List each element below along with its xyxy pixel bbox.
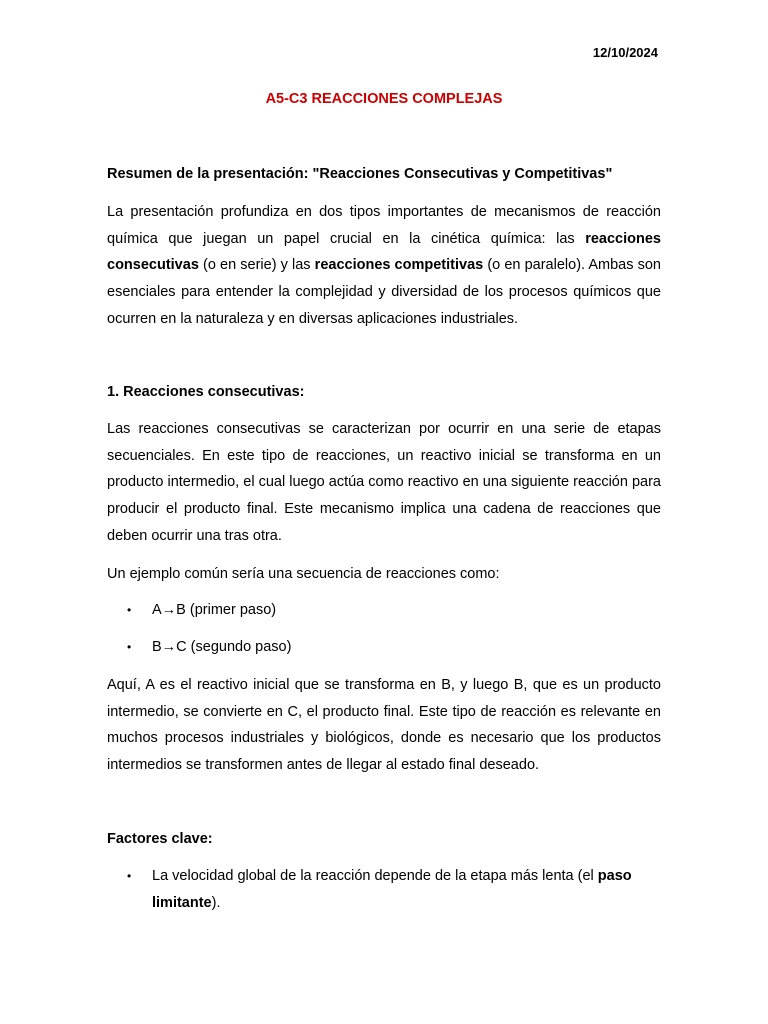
section1-heading: 1. Reacciones consecutivas: (107, 384, 305, 400)
bullet-icon: • (127, 869, 132, 883)
summary-section (107, 161, 661, 188)
document-date: 12/10/2024 (592, 45, 658, 60)
example-intro-block (107, 561, 661, 588)
intro-text-3: (o en paralelo). Ambas son esenciales para entender la complejidad y diversidad de los procesos químicos que ocurren en la naturaleza y en diversas aplicaciones industriales. (107, 257, 661, 327)
factor-item-1 (107, 863, 661, 916)
intro-text-1: La presentación profundiza en dos tipos importantes de mecanismos de reacción química que juegan un papel crucial en la cinética química: las (107, 204, 661, 247)
list-item (107, 634, 661, 661)
intro-bold-competitive: reacciones competitivas (314, 257, 484, 274)
section1-paragraph1-block (107, 416, 661, 550)
factor-text-2: ). (211, 894, 221, 911)
section1-paragraph1: Las reacciones consecutivas se caracterizan por ocurrir en una serie de etapas secuenciales. En este tipo de reacciones, un reactivo inicial se transforma en un producto intermedio, el cual luego actúa como reactivo en una siguiente reacción para producir el producto final. Este mecanismo implica una cadena de reacciones que deben ocurrir una tras otra. (107, 421, 661, 544)
reaction-step-1 (107, 597, 661, 624)
intro-text-2: (o en serie) y las (198, 257, 315, 274)
bullet-icon: • (127, 603, 132, 617)
intro-paragraph (107, 199, 661, 333)
intro-bold-consecutive: reacciones consecutivas (107, 230, 661, 274)
reaction-step-2 (107, 634, 661, 661)
factor-bold-limiting-step: paso limitante (152, 868, 632, 911)
reaction-step-2-text: B→C (segundo paso) (152, 639, 292, 655)
bullet-icon: • (127, 640, 132, 654)
intro-section (107, 199, 661, 333)
factors-heading-block (107, 826, 661, 853)
section1-heading-block (107, 379, 661, 406)
section1-paragraph3: Aquí, A es el reactivo inicial que se transforma en B, y luego B, que es un producto intermedio, se convierte en C, el producto final. Este tipo de reacción es relevante en muchos procesos industriales y biológicos, donde es necesario que los productos intermedios se transformen antes de llegar al estado final deseado. (107, 677, 661, 774)
list-item (107, 597, 661, 624)
section1-paragraph3-block (107, 672, 661, 779)
factor-text-1: La velocidad global de la reacción depende de la etapa más lenta (el (152, 868, 598, 884)
summary-heading: Resumen de la presentación: "Reacciones Consecutivas y Competitivas" (107, 166, 613, 182)
list-item (107, 863, 661, 916)
factors-heading: Factores clave: (107, 831, 213, 847)
reaction-step-1-text: A→B (primer paso) (152, 602, 277, 618)
document-title: A5-C3 REACCIONES COMPLEJAS (265, 91, 503, 107)
example-intro: Un ejemplo común sería una secuencia de reacciones como: (107, 566, 500, 582)
